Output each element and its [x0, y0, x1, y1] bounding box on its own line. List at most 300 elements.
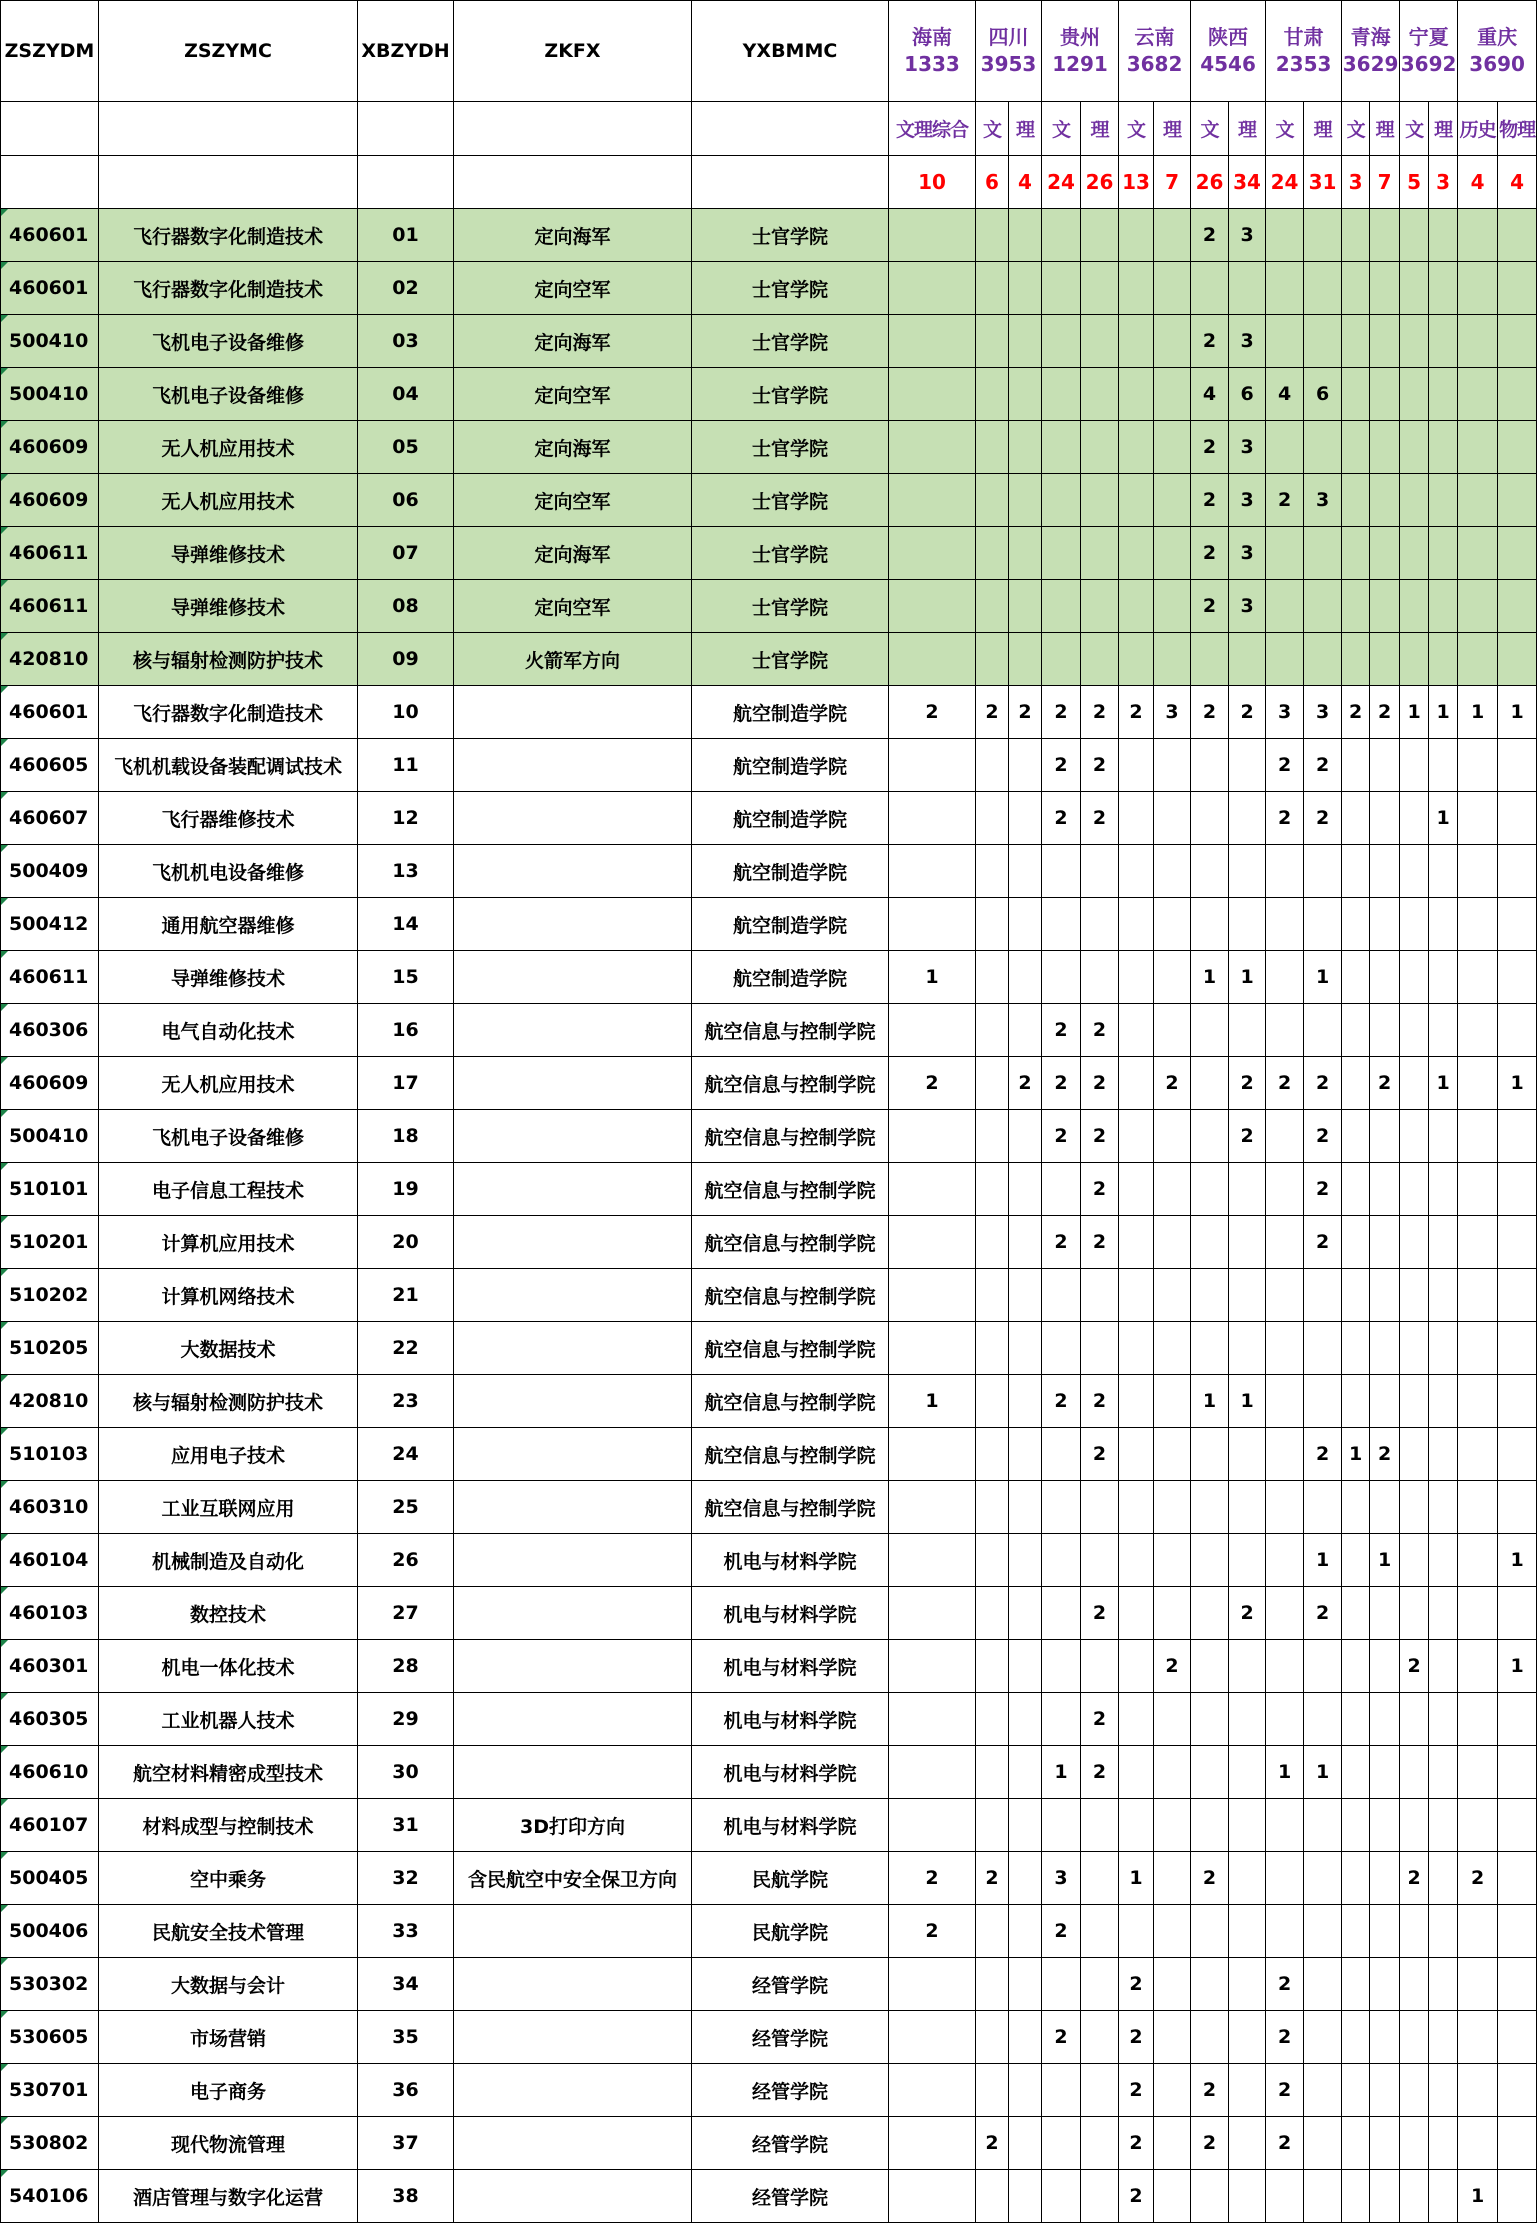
- plan-count-cell: [1119, 262, 1154, 315]
- plan-count-cell: 2: [1370, 1057, 1400, 1110]
- plan-count-cell: [1458, 2117, 1498, 2170]
- plan-count-cell: [1229, 1269, 1266, 1322]
- subject-header: 物理: [1498, 102, 1537, 156]
- major-name-cell: 通用航空器维修: [99, 898, 358, 951]
- direction-cell: [454, 2170, 692, 2223]
- plan-count-cell: [1154, 262, 1191, 315]
- major-code-cell: 460611: [1, 527, 99, 580]
- major-code-cell: 500406: [1, 1905, 99, 1958]
- major-code-cell: 500409: [1, 845, 99, 898]
- table-row: [1, 1481, 1537, 1534]
- plan-count-cell: [1400, 2170, 1429, 2223]
- plan-count-cell: [1370, 262, 1400, 315]
- province-total: 2353: [1275, 52, 1332, 76]
- plan-count-cell: [1119, 1799, 1154, 1852]
- plan-count-cell: [1429, 1481, 1458, 1534]
- plan-count-cell: [1498, 898, 1537, 951]
- province-total: 3690: [1469, 52, 1525, 76]
- plan-count-cell: [1304, 1375, 1342, 1428]
- plan-count-cell: [1042, 951, 1081, 1004]
- plan-count-cell: [1042, 315, 1081, 368]
- table-row: [1, 1269, 1537, 1322]
- plan-count-cell: [1498, 580, 1537, 633]
- plan-count-cell: [1370, 1004, 1400, 1057]
- plan-count-cell: 2: [1370, 686, 1400, 739]
- plan-count-cell: [1266, 421, 1304, 474]
- plan-count-cell: 3: [1042, 1852, 1081, 1905]
- table-row: [1, 527, 1537, 580]
- plan-count-cell: [1154, 580, 1191, 633]
- plan-count-cell: [1400, 262, 1429, 315]
- quota-cell: 34: [1229, 156, 1266, 209]
- plan-count-cell: 3: [1229, 209, 1266, 262]
- province-header-chongqing: [1458, 1, 1537, 102]
- plan-count-cell: [1081, 1534, 1119, 1587]
- table-row: [1, 2170, 1537, 2223]
- plan-count-cell: [1191, 2011, 1229, 2064]
- plan-count-cell: [1400, 1799, 1429, 1852]
- subject-header: 文: [1042, 102, 1081, 156]
- plan-count-cell: [1342, 1375, 1370, 1428]
- plan-count-cell: 2: [1229, 1587, 1266, 1640]
- plan-count-cell: [1498, 1216, 1537, 1269]
- major-name-cell: 计算机网络技术: [99, 1269, 358, 1322]
- plan-count-cell: [1154, 1481, 1191, 1534]
- plan-count-cell: [1229, 1799, 1266, 1852]
- empty-cell: [1, 156, 99, 209]
- plan-count-cell: [1009, 2170, 1042, 2223]
- plan-count-cell: [1009, 951, 1042, 1004]
- plan-count-cell: [1342, 633, 1370, 686]
- plan-count-cell: [1042, 421, 1081, 474]
- plan-count-cell: 2: [1191, 209, 1229, 262]
- plan-count-cell: [1304, 262, 1342, 315]
- plan-count-cell: [1370, 368, 1400, 421]
- plan-count-cell: [889, 845, 976, 898]
- major-code-cell: 460306: [1, 1004, 99, 1057]
- direction-cell: [454, 792, 692, 845]
- province-total: 3953: [980, 52, 1037, 76]
- province-header-sichuan: [976, 1, 1042, 102]
- plan-count-cell: [1498, 527, 1537, 580]
- plan-count-cell: [976, 368, 1009, 421]
- plan-count-cell: 2: [1266, 1057, 1304, 1110]
- plan-count-cell: 3: [1229, 474, 1266, 527]
- plan-count-cell: [1458, 2064, 1498, 2117]
- province-header-gansu: [1266, 1, 1342, 102]
- plan-count-cell: [1229, 1322, 1266, 1375]
- plan-count-cell: [976, 792, 1009, 845]
- plan-count-cell: 1: [1400, 686, 1429, 739]
- plan-count-cell: [1154, 633, 1191, 686]
- plan-count-cell: [1498, 1587, 1537, 1640]
- major-number-cell: 27: [358, 1587, 454, 1640]
- province-total: 4546: [1200, 52, 1256, 76]
- plan-count-cell: [889, 527, 976, 580]
- plan-count-cell: [1229, 1481, 1266, 1534]
- province-name: 陕西: [1208, 25, 1249, 49]
- plan-count-cell: [1081, 2064, 1119, 2117]
- subject-header: 理: [1429, 102, 1458, 156]
- plan-count-cell: [1304, 1481, 1342, 1534]
- province-name: 贵州: [1060, 25, 1101, 49]
- plan-count-cell: [976, 262, 1009, 315]
- college-cell: 航空信息与控制学院: [692, 1163, 889, 1216]
- plan-count-cell: [1304, 1693, 1342, 1746]
- plan-count-cell: [1342, 1905, 1370, 1958]
- major-number-cell: 10: [358, 686, 454, 739]
- plan-count-cell: [1429, 1110, 1458, 1163]
- plan-count-cell: [1042, 1481, 1081, 1534]
- quota-cell: 4: [1458, 156, 1498, 209]
- plan-count-cell: [976, 1905, 1009, 1958]
- plan-count-cell: 2: [1119, 2064, 1154, 2117]
- plan-count-cell: [976, 209, 1009, 262]
- quota-cell: 26: [1081, 156, 1119, 209]
- plan-count-cell: [1081, 951, 1119, 1004]
- plan-count-cell: [1400, 1110, 1429, 1163]
- major-name-cell: 酒店管理与数字化运营: [99, 2170, 358, 2223]
- college-cell: 航空制造学院: [692, 898, 889, 951]
- plan-count-cell: [976, 898, 1009, 951]
- plan-count-cell: [1081, 527, 1119, 580]
- plan-count-cell: 2: [1370, 1428, 1400, 1481]
- plan-count-cell: [1342, 580, 1370, 633]
- plan-count-cell: [1429, 1163, 1458, 1216]
- major-code-cell: 460104: [1, 1534, 99, 1587]
- plan-count-cell: [1266, 1004, 1304, 1057]
- subject-header: 文: [1266, 102, 1304, 156]
- plan-count-cell: [976, 633, 1009, 686]
- plan-count-cell: 1: [1370, 1534, 1400, 1587]
- college-cell: 航空制造学院: [692, 792, 889, 845]
- plan-count-cell: [1342, 209, 1370, 262]
- plan-count-cell: 3: [1266, 686, 1304, 739]
- major-name-cell: 导弹维修技术: [99, 527, 358, 580]
- quota-cell: 10: [889, 156, 976, 209]
- plan-count-cell: [1229, 1958, 1266, 2011]
- province-name: 青海: [1350, 25, 1391, 49]
- plan-count-cell: 2: [1042, 2011, 1081, 2064]
- direction-cell: 定向海军: [454, 421, 692, 474]
- major-number-cell: 01: [358, 209, 454, 262]
- major-number-cell: 04: [358, 368, 454, 421]
- table-row: [1, 1163, 1537, 1216]
- plan-count-cell: [1370, 1958, 1400, 2011]
- plan-count-cell: [1400, 1481, 1429, 1534]
- plan-count-cell: [1342, 1216, 1370, 1269]
- plan-count-cell: 2: [1081, 1163, 1119, 1216]
- major-code-cell: 500410: [1, 1110, 99, 1163]
- plan-count-cell: [889, 2064, 976, 2117]
- major-number-cell: 29: [358, 1693, 454, 1746]
- plan-count-cell: [1042, 262, 1081, 315]
- plan-count-cell: 2: [976, 686, 1009, 739]
- direction-cell: 定向空军: [454, 580, 692, 633]
- major-code-cell: 420810: [1, 633, 99, 686]
- plan-count-cell: [1154, 1587, 1191, 1640]
- plan-count-cell: [1370, 1905, 1400, 1958]
- college-cell: 机电与材料学院: [692, 1640, 889, 1693]
- plan-count-cell: [1400, 1587, 1429, 1640]
- plan-count-cell: 2: [1304, 1216, 1342, 1269]
- plan-count-cell: [1009, 2011, 1042, 2064]
- table-row: [1, 580, 1537, 633]
- header-major: ZSZYMC: [99, 1, 358, 102]
- direction-cell: 定向空军: [454, 368, 692, 421]
- major-number-cell: 05: [358, 421, 454, 474]
- plan-count-cell: [1498, 951, 1537, 1004]
- plan-count-cell: [1081, 633, 1119, 686]
- plan-count-cell: [1458, 527, 1498, 580]
- major-name-cell: 机械制造及自动化: [99, 1534, 358, 1587]
- plan-count-cell: [1370, 1852, 1400, 1905]
- plan-count-cell: [889, 1216, 976, 1269]
- direction-cell: [454, 1269, 692, 1322]
- major-name-cell: 机电一体化技术: [99, 1640, 358, 1693]
- plan-count-cell: [1400, 1269, 1429, 1322]
- plan-count-cell: [889, 262, 976, 315]
- plan-count-cell: [1009, 1746, 1042, 1799]
- plan-count-cell: 2: [1081, 1216, 1119, 1269]
- plan-count-cell: [1266, 262, 1304, 315]
- plan-count-cell: [1304, 2170, 1342, 2223]
- major-number-cell: 03: [358, 315, 454, 368]
- plan-count-cell: [1429, 1216, 1458, 1269]
- plan-count-cell: [1119, 1640, 1154, 1693]
- plan-count-cell: 2: [1119, 2117, 1154, 2170]
- subject-header: 文: [1191, 102, 1229, 156]
- college-cell: 士官学院: [692, 633, 889, 686]
- plan-count-cell: [1154, 1375, 1191, 1428]
- plan-count-cell: 2: [1009, 1057, 1042, 1110]
- plan-count-cell: 1: [1304, 1746, 1342, 1799]
- plan-count-cell: [1009, 209, 1042, 262]
- plan-count-cell: [1304, 1852, 1342, 1905]
- major-code-cell: 460107: [1, 1799, 99, 1852]
- empty-cell: [692, 102, 889, 156]
- college-cell: 士官学院: [692, 315, 889, 368]
- direction-cell: [454, 1428, 692, 1481]
- college-cell: 航空信息与控制学院: [692, 1428, 889, 1481]
- plan-count-cell: [1498, 1693, 1537, 1746]
- plan-count-cell: [1342, 368, 1370, 421]
- plan-count-cell: [1191, 1216, 1229, 1269]
- plan-count-cell: [1009, 633, 1042, 686]
- plan-count-cell: [1266, 1534, 1304, 1587]
- plan-count-cell: [1009, 2064, 1042, 2117]
- college-cell: 士官学院: [692, 474, 889, 527]
- plan-count-cell: [1119, 474, 1154, 527]
- plan-count-cell: 2: [976, 2117, 1009, 2170]
- plan-count-cell: [1191, 1428, 1229, 1481]
- plan-count-cell: [1370, 951, 1400, 1004]
- table-row: [1, 1322, 1537, 1375]
- major-name-cell: 导弹维修技术: [99, 580, 358, 633]
- plan-count-cell: [1191, 633, 1229, 686]
- plan-count-cell: [1342, 1057, 1370, 1110]
- plan-count-cell: [1042, 898, 1081, 951]
- plan-count-cell: [1229, 1428, 1266, 1481]
- plan-count-cell: [1119, 1693, 1154, 1746]
- plan-count-cell: [1229, 898, 1266, 951]
- plan-count-cell: [1429, 1852, 1458, 1905]
- plan-count-cell: [889, 474, 976, 527]
- plan-count-cell: [1266, 845, 1304, 898]
- plan-count-cell: [1370, 1693, 1400, 1746]
- plan-count-cell: [1342, 845, 1370, 898]
- plan-count-cell: [976, 1269, 1009, 1322]
- plan-count-cell: [1266, 1216, 1304, 1269]
- plan-count-cell: [1400, 1216, 1429, 1269]
- major-number-cell: 26: [358, 1534, 454, 1587]
- direction-cell: [454, 1481, 692, 1534]
- plan-count-cell: [1498, 368, 1537, 421]
- plan-count-cell: [1266, 1375, 1304, 1428]
- plan-count-cell: [1009, 1587, 1042, 1640]
- table-row: [1, 1905, 1537, 1958]
- plan-count-cell: [1342, 1004, 1370, 1057]
- plan-count-cell: [1370, 1110, 1400, 1163]
- plan-count-cell: [1042, 1958, 1081, 2011]
- table-row: [1, 262, 1537, 315]
- plan-count-cell: [1229, 1163, 1266, 1216]
- plan-count-cell: 2: [1081, 1375, 1119, 1428]
- plan-count-cell: [1429, 527, 1458, 580]
- plan-count-cell: [1154, 421, 1191, 474]
- province-name: 海南: [912, 25, 952, 49]
- quota-cell: 3: [1342, 156, 1370, 209]
- plan-count-cell: [1009, 1799, 1042, 1852]
- plan-count-cell: [1400, 1322, 1429, 1375]
- plan-count-cell: [889, 368, 976, 421]
- plan-count-cell: [1304, 1799, 1342, 1852]
- plan-count-cell: [1458, 1004, 1498, 1057]
- plan-count-cell: [1429, 474, 1458, 527]
- plan-count-cell: [1042, 2064, 1081, 2117]
- major-number-cell: 02: [358, 262, 454, 315]
- plan-count-cell: [1429, 1534, 1458, 1587]
- major-code-cell: 460609: [1, 421, 99, 474]
- plan-count-cell: 2: [1119, 1958, 1154, 2011]
- plan-count-cell: [1229, 633, 1266, 686]
- plan-count-cell: [1154, 1852, 1191, 1905]
- plan-count-cell: [889, 1004, 976, 1057]
- major-name-cell: 无人机应用技术: [99, 421, 358, 474]
- plan-count-cell: 2: [1191, 2117, 1229, 2170]
- college-cell: 民航学院: [692, 1852, 889, 1905]
- subject-header: 理: [1081, 102, 1119, 156]
- major-name-cell: 工业互联网应用: [99, 1481, 358, 1534]
- plan-count-cell: [1009, 1852, 1042, 1905]
- plan-count-cell: [1009, 1110, 1042, 1163]
- major-name-cell: 空中乘务: [99, 1852, 358, 1905]
- major-number-cell: 28: [358, 1640, 454, 1693]
- plan-count-cell: [1081, 1322, 1119, 1375]
- plan-count-cell: [1266, 1799, 1304, 1852]
- plan-count-cell: [1370, 2064, 1400, 2117]
- plan-count-cell: 2: [1081, 1428, 1119, 1481]
- plan-count-cell: 2: [1229, 1110, 1266, 1163]
- plan-count-cell: 1: [1498, 1057, 1537, 1110]
- plan-count-cell: 2: [1154, 1057, 1191, 1110]
- major-name-cell: 飞机机载设备装配调试技术: [99, 739, 358, 792]
- table-row: [1, 1852, 1537, 1905]
- plan-count-cell: [1081, 262, 1119, 315]
- plan-count-cell: [889, 739, 976, 792]
- plan-count-cell: [1458, 1958, 1498, 2011]
- plan-count-cell: [976, 474, 1009, 527]
- plan-count-cell: [1042, 474, 1081, 527]
- plan-count-cell: [1119, 951, 1154, 1004]
- table-row: [1, 1958, 1537, 2011]
- plan-count-cell: [1229, 1640, 1266, 1693]
- plan-count-cell: [1400, 1905, 1429, 1958]
- plan-count-cell: [1429, 2011, 1458, 2064]
- plan-count-cell: [1458, 951, 1498, 1004]
- plan-count-cell: [1154, 898, 1191, 951]
- major-code-cell: 460610: [1, 1746, 99, 1799]
- plan-count-cell: 2: [1266, 792, 1304, 845]
- major-number-cell: 21: [358, 1269, 454, 1322]
- major-number-cell: 24: [358, 1428, 454, 1481]
- plan-count-cell: 2: [1304, 792, 1342, 845]
- plan-count-cell: [1266, 898, 1304, 951]
- province-header-yunnan: [1119, 1, 1191, 102]
- province-name: 重庆: [1477, 25, 1518, 49]
- plan-count-cell: 6: [1229, 368, 1266, 421]
- plan-count-cell: [1119, 580, 1154, 633]
- plan-count-cell: [1370, 1322, 1400, 1375]
- plan-count-cell: [1081, 1852, 1119, 1905]
- plan-count-cell: [1154, 1322, 1191, 1375]
- plan-count-cell: [1342, 1163, 1370, 1216]
- plan-count-cell: [1400, 951, 1429, 1004]
- direction-cell: [454, 1004, 692, 1057]
- plan-count-cell: 1: [1342, 1428, 1370, 1481]
- plan-count-cell: [1400, 1163, 1429, 1216]
- plan-count-cell: [889, 1534, 976, 1587]
- plan-count-cell: [1191, 792, 1229, 845]
- major-code-cell: 460611: [1, 951, 99, 1004]
- major-code-cell: 500405: [1, 1852, 99, 1905]
- table-row: [1, 209, 1537, 262]
- quota-cell: 3: [1429, 156, 1458, 209]
- direction-cell: 定向空军: [454, 262, 692, 315]
- plan-count-cell: [1429, 421, 1458, 474]
- major-number-cell: 25: [358, 1481, 454, 1534]
- plan-count-cell: [1458, 739, 1498, 792]
- plan-count-cell: [1498, 1269, 1537, 1322]
- college-cell: 经管学院: [692, 1958, 889, 2011]
- major-number-cell: 13: [358, 845, 454, 898]
- direction-cell: [454, 1746, 692, 1799]
- table-row: [1, 739, 1537, 792]
- plan-count-cell: [1370, 2117, 1400, 2170]
- plan-count-cell: [1009, 1534, 1042, 1587]
- plan-count-cell: 2: [1229, 1057, 1266, 1110]
- plan-count-cell: [1458, 1269, 1498, 1322]
- plan-count-cell: [1191, 1640, 1229, 1693]
- plan-count-cell: [1370, 1163, 1400, 1216]
- plan-count-cell: 2: [1342, 686, 1370, 739]
- major-code-cell: 460607: [1, 792, 99, 845]
- plan-count-cell: 1: [1458, 2170, 1498, 2223]
- plan-count-cell: [889, 1799, 976, 1852]
- major-code-cell: 460609: [1, 474, 99, 527]
- plan-count-cell: [1229, 2170, 1266, 2223]
- plan-count-cell: [1081, 1269, 1119, 1322]
